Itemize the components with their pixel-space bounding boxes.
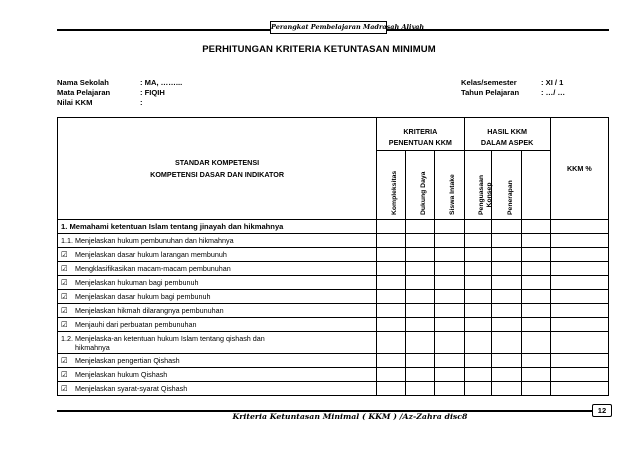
- header-hasil-line2: DALAM ASPEK: [480, 138, 534, 147]
- indicator-text: Menjelaskan hukuman bagi pembunuh: [75, 278, 199, 287]
- cell: [377, 276, 406, 290]
- meta-value-year: : …/ …: [541, 88, 566, 97]
- cell: [550, 234, 608, 248]
- cell: [435, 332, 464, 354]
- meta-label-school: Nama Sekolah: [57, 78, 109, 87]
- cell: [377, 354, 406, 368]
- cell: [492, 368, 521, 382]
- cell: [406, 368, 435, 382]
- checkbox-icon: ☑: [61, 306, 68, 315]
- cell: [550, 248, 608, 262]
- checkbox-icon: ☑: [61, 320, 68, 329]
- cell: [435, 276, 464, 290]
- header-penerapan: [492, 151, 521, 220]
- kd12-line1: 1.2. Menjelaska-an ketentuan hukum Islam tentang qishash dan: [61, 333, 265, 343]
- cell: [492, 220, 521, 234]
- cell: [435, 290, 464, 304]
- header-dukung-daya: [406, 151, 435, 220]
- header-kriteria-line1: KRITERIA: [403, 127, 438, 136]
- cell: [464, 262, 492, 276]
- cell: [435, 368, 464, 382]
- header-kriteria: [377, 118, 464, 151]
- meta-right: [461, 78, 565, 98]
- header-siswa-intake: [435, 151, 464, 220]
- meta-value-subject: : FIQIH: [140, 88, 165, 97]
- checkbox-icon: ☑: [61, 292, 68, 301]
- cell: [550, 332, 608, 354]
- header-kompleksitas-text: Kompleksitas: [391, 170, 399, 215]
- cell: [464, 368, 492, 382]
- cell: [377, 304, 406, 318]
- cell: [377, 290, 406, 304]
- cell: [550, 382, 608, 396]
- header-penguasaan-line1: Penguasaan: [477, 174, 485, 215]
- cell: [492, 382, 521, 396]
- indicator-cell: [58, 248, 377, 262]
- indicator-text: Menjelaskan hukum Qishash: [75, 370, 168, 379]
- cell: [435, 220, 464, 234]
- indicator-text: Menjelaskan dasar hukum larangan membunuh: [75, 250, 227, 259]
- checkbox-icon: ☑: [61, 356, 68, 365]
- cell: [521, 332, 550, 354]
- cell: [464, 304, 492, 318]
- header-penguasaan-konsep: [464, 151, 492, 220]
- cell: [464, 290, 492, 304]
- meta-value-kkm: :: [140, 98, 143, 107]
- cell: [464, 354, 492, 368]
- cell: [521, 382, 550, 396]
- cell: [492, 290, 521, 304]
- table-row-indicator: [58, 262, 609, 276]
- header-dukung-daya-text: Dukung Daya: [420, 171, 428, 215]
- cell: [521, 248, 550, 262]
- cell: [377, 382, 406, 396]
- table-row-indicator: [58, 276, 609, 290]
- meta-label-class: Kelas/semester: [461, 78, 517, 87]
- indicator-cell: [58, 304, 377, 318]
- kd-cell: 1.1. Menjelaskan hukum pembunuhan dan hikmahnya: [58, 234, 377, 248]
- checkbox-icon: ☑: [61, 370, 68, 379]
- cell: [406, 318, 435, 332]
- header-standar-kompetensi: [58, 118, 377, 220]
- cell: [377, 368, 406, 382]
- meta-label-year: Tahun Pelajaran: [461, 88, 520, 97]
- table-row-kd12: [58, 332, 609, 354]
- header-kompleksitas: [377, 151, 406, 220]
- indicator-cell: [58, 354, 377, 368]
- cell: [435, 234, 464, 248]
- cell: [406, 220, 435, 234]
- indicator-cell: [58, 290, 377, 304]
- cell: [521, 276, 550, 290]
- cell: [406, 248, 435, 262]
- table-row-indicator: [58, 248, 609, 262]
- indicator-text: Menjauhi dari perbuatan pembunuhan: [75, 320, 197, 329]
- cell: [550, 354, 608, 368]
- header-hasil: [464, 118, 550, 151]
- table-row-indicator: [58, 368, 609, 382]
- meta-value-class: : XI / 1: [541, 78, 564, 87]
- kd12-line2: hikmahnya: [75, 342, 110, 352]
- cell: [492, 332, 521, 354]
- cell: [521, 368, 550, 382]
- checkbox-icon: ☑: [61, 250, 68, 259]
- table-row-indicator: [58, 318, 609, 332]
- cell: [406, 290, 435, 304]
- indicator-cell: [58, 318, 377, 332]
- meta-value-school: : MA, ……...: [140, 78, 183, 87]
- cell: [464, 318, 492, 332]
- cell: [406, 276, 435, 290]
- checkbox-icon: ☑: [61, 278, 68, 287]
- indicator-text: Menjelaskan dasar hukum bagi pembunuh: [75, 292, 211, 301]
- indicator-cell: [58, 382, 377, 396]
- cell: [492, 262, 521, 276]
- header-empty: [521, 151, 550, 220]
- cell: [377, 262, 406, 276]
- header-kkm-percent: KKM %: [550, 118, 608, 220]
- cell: [550, 220, 608, 234]
- cell: [550, 262, 608, 276]
- cell: [377, 332, 406, 354]
- cell: [550, 290, 608, 304]
- meta-label-subject: Mata Pelajaran: [57, 88, 111, 97]
- cell: [435, 318, 464, 332]
- cell: [435, 354, 464, 368]
- cell: [550, 276, 608, 290]
- document-title: PERHITUNGAN KRITERIA KETUNTASAN MINIMUM: [202, 44, 436, 55]
- header-sk-line1: STANDAR KOMPETENSI: [175, 157, 260, 167]
- indicator-text: Menjelaskan hikmah dilarangnya pembunuhan: [75, 306, 224, 315]
- table-row-indicator: [58, 354, 609, 368]
- cell: [464, 382, 492, 396]
- cell: [521, 262, 550, 276]
- cell: [377, 220, 406, 234]
- cell: [464, 234, 492, 248]
- indicator-text: Menjelaskan syarat-syarat Qishash: [75, 384, 188, 393]
- cell: [492, 304, 521, 318]
- cell: [377, 318, 406, 332]
- indicator-text: Menjelaskan pengertian Qishash: [75, 356, 180, 365]
- cell: [550, 304, 608, 318]
- kd-cell: [58, 332, 377, 354]
- cell: [406, 382, 435, 396]
- cell: [406, 304, 435, 318]
- cell: [550, 368, 608, 382]
- header-kriteria-line2: PENENTUAN KKM: [388, 138, 452, 147]
- cell: [406, 262, 435, 276]
- cell: [464, 220, 492, 234]
- cell: [406, 354, 435, 368]
- header-penguasaan-line2: Konsep: [485, 182, 493, 208]
- table-row-indicator: [58, 304, 609, 318]
- indicator-cell: [58, 262, 377, 276]
- cell: [521, 304, 550, 318]
- header-hasil-line1: HASIL KKM: [487, 127, 528, 136]
- indicator-cell: [58, 368, 377, 382]
- cell: [521, 318, 550, 332]
- header-sk-line2: KOMPETENSI DASAR DAN INDIKATOR: [150, 169, 285, 179]
- cell: [492, 248, 521, 262]
- cell: [492, 276, 521, 290]
- cell: [521, 220, 550, 234]
- footer-text: Kriteria Ketuntasan Minimal ( KKM ) /Az-Zahra disc8: [232, 412, 468, 421]
- cell: [435, 304, 464, 318]
- cell: [521, 234, 550, 248]
- cell: [492, 354, 521, 368]
- indicator-cell: [58, 276, 377, 290]
- cell: [377, 234, 406, 248]
- cell: [521, 354, 550, 368]
- cell: [464, 332, 492, 354]
- meta-left: [57, 78, 182, 108]
- cell: [521, 290, 550, 304]
- cell: [435, 262, 464, 276]
- kkm-table: [57, 117, 609, 396]
- table-row-indicator: [58, 382, 609, 396]
- table-row-sk1: [58, 220, 609, 234]
- cell: [492, 234, 521, 248]
- page-number: 12: [592, 404, 612, 417]
- cell: [464, 276, 492, 290]
- cell: [435, 382, 464, 396]
- header-banner: Perangkat Pembelajaran Madrasah Aliyah: [270, 21, 387, 34]
- cell: [492, 318, 521, 332]
- cell: [550, 318, 608, 332]
- table-row-kd11: [58, 234, 609, 248]
- sk-cell: 1. Memahami ketentuan Islam tentang jinayah dan hikmahnya: [58, 220, 377, 234]
- cell: [377, 248, 406, 262]
- header-siswa-intake-text: Siswa Intake: [449, 174, 457, 215]
- table-row-indicator: [58, 290, 609, 304]
- cell: [406, 332, 435, 354]
- indicator-text: Mengklasifikasikan macam-macam pembunuhan: [75, 264, 231, 273]
- header-penerapan-text: Penerapan: [506, 180, 514, 215]
- meta-label-kkm: Nilai KKM: [57, 98, 93, 107]
- cell: [406, 234, 435, 248]
- cell: [464, 248, 492, 262]
- checkbox-icon: ☑: [61, 264, 68, 273]
- checkbox-icon: ☑: [61, 384, 68, 393]
- cell: [435, 248, 464, 262]
